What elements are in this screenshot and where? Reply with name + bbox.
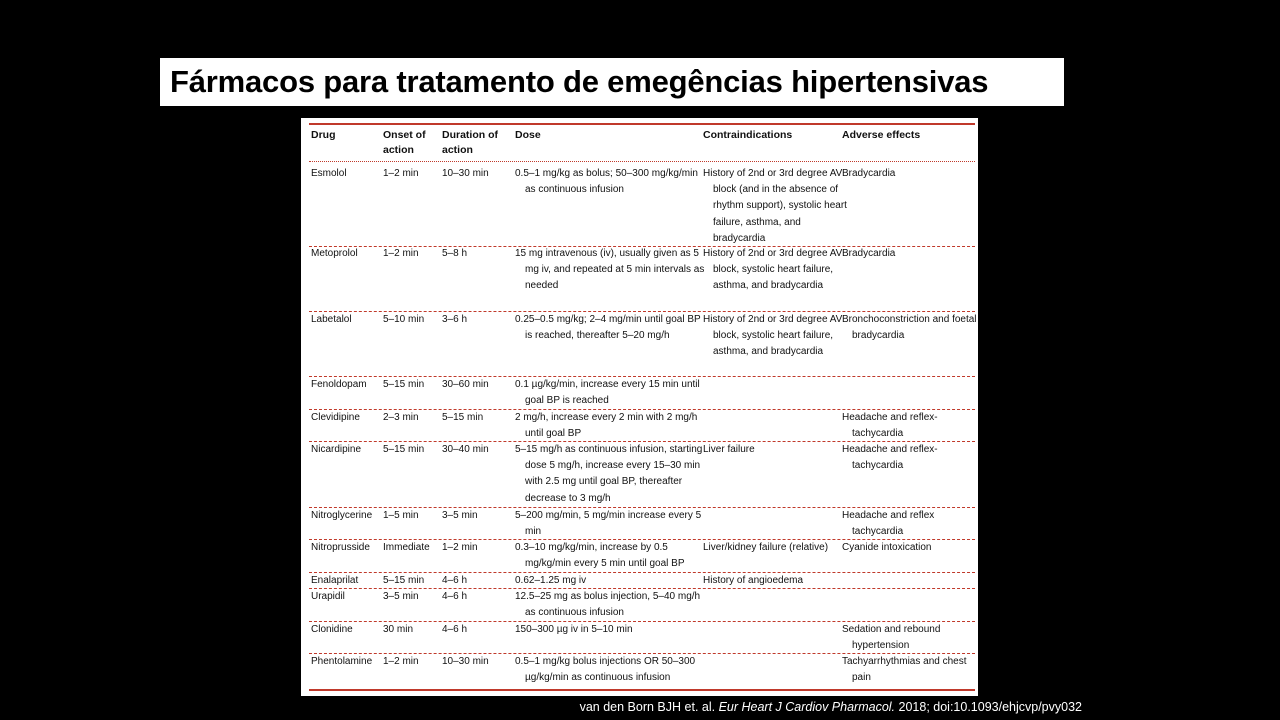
table-row [309, 376, 975, 410]
header-contraindications: Contraindications [703, 129, 793, 141]
cell-drug: Urapidil [311, 591, 345, 602]
cell-onset: 1–5 min [383, 510, 419, 521]
cell-duration: 10–30 min [442, 656, 489, 667]
table-row [309, 653, 975, 691]
cell-contraindications: Liver failure [703, 444, 755, 455]
table-row [309, 588, 975, 622]
cell-adverse-effects: Headache and reflex-tachycardia [842, 412, 938, 440]
cell-onset: 5–15 min [383, 575, 425, 586]
cell-duration: 30–60 min [442, 379, 489, 390]
cell-adverse-effects: Cyanide intoxication [842, 542, 932, 553]
citation-journal: Eur Heart J Cardiov Pharmacol. [718, 700, 896, 714]
cell-dose: 5–200 mg/min, 5 mg/min increase every 5 min [515, 510, 702, 538]
cell-duration: 3–5 min [442, 510, 478, 521]
cell-duration: 4–6 h [442, 591, 468, 602]
cell-adverse-effects: Tachyarrhythmias and chest pain [842, 656, 967, 684]
table-row [309, 441, 975, 508]
cell-dose: 15 mg intravenous (iv), usually given as 5 mg iv, and repeated at 5 min intervals as needed [515, 248, 705, 292]
table-row [309, 165, 975, 247]
cell-onset: 30 min [383, 624, 414, 635]
cell-onset: 5–15 min [383, 444, 425, 455]
table-row [309, 539, 975, 573]
cell-contraindications: Liver/kidney failure (relative) [703, 542, 829, 553]
cell-duration: 5–8 h [442, 248, 468, 259]
cell-duration: 5–15 min [442, 412, 484, 423]
cell-contraindications: History of angioedema [703, 575, 804, 586]
cell-dose: 0.5–1 mg/kg as bolus; 50–300 mg/kg/min as continuous infusion [515, 168, 698, 196]
citation-details: 2018; doi:10.1093/ehjcvp/pvy032 [898, 700, 1082, 714]
cell-duration: 4–6 h [442, 624, 468, 635]
cell-onset: 1–2 min [383, 656, 419, 667]
header-dose: Dose [515, 129, 541, 141]
cell-drug: Nicardipine [311, 444, 362, 455]
cell-onset: Immediate [383, 542, 430, 553]
cell-dose: 0.5–1 mg/kg bolus injections OR 50–300 µg/kg/min as continuous infusion [515, 656, 696, 684]
table-row [309, 572, 975, 589]
table-row [309, 621, 975, 654]
cell-onset: 1–2 min [383, 248, 419, 259]
header-drug: Drug [311, 129, 336, 141]
table-row [309, 507, 975, 540]
cell-onset: 2–3 min [383, 412, 419, 423]
cell-dose: 0.3–10 mg/kg/min, increase by 0.5 mg/kg/min every 5 min until goal BP [515, 542, 685, 570]
cell-duration: 10–30 min [442, 168, 489, 179]
cell-drug: Metoprolol [311, 248, 358, 259]
cell-dose: 12.5–25 mg as bolus injection, 5–40 mg/h as continuous infusion [515, 591, 701, 619]
citation [580, 697, 1082, 717]
cell-contraindications: History of 2nd or 3rd degree AV block, systolic heart failure, asthma, and bradycardia [703, 314, 843, 358]
cell-contraindications: History of 2nd or 3rd degree AV block (and in the absence of rhythm support), systolic heart failure, asthma, and bradycardia [703, 168, 847, 244]
header-duration: Duration of action [442, 129, 498, 156]
cell-onset: 1–2 min [383, 168, 419, 179]
header-onset: Onset of action [383, 129, 426, 156]
table-row [309, 409, 975, 442]
cell-drug: Esmolol [311, 168, 347, 179]
table-header-row [309, 125, 975, 162]
cell-dose: 0.25–0.5 mg/kg; 2–4 mg/min until goal BP is reached, thereafter 5–20 mg/h [515, 314, 701, 342]
table-row [309, 311, 975, 377]
cell-duration: 1–2 min [442, 542, 478, 553]
cell-drug: Nitroglycerine [311, 510, 373, 521]
cell-drug: Clonidine [311, 624, 353, 635]
cell-onset: 3–5 min [383, 591, 419, 602]
cell-duration: 30–40 min [442, 444, 489, 455]
cell-drug: Phentolamine [311, 656, 373, 667]
cell-drug: Clevidipine [311, 412, 360, 423]
cell-contraindications: History of 2nd or 3rd degree AV block, systolic heart failure, asthma, and bradycardia [703, 248, 843, 292]
cell-adverse-effects: Bronchoconstriction and foetal bradycardia [842, 314, 977, 342]
cell-dose: 150–300 µg iv in 5–10 min [515, 624, 633, 635]
drug-table [301, 118, 978, 696]
cell-drug: Fenoldopam [311, 379, 367, 390]
slide-title: Fármacos para tratamento de emegências hipertensivas [170, 64, 989, 99]
cell-duration: 3–6 h [442, 314, 468, 325]
cell-dose: 5–15 mg/h as continuous infusion, starting dose 5 mg/h, increase every 15–30 min with 2.5 mg until goal BP, thereafter decrease to 3 mg/h [515, 444, 703, 504]
cell-drug: Enalaprilat [311, 575, 359, 586]
cell-adverse-effects: Bradycardia [842, 168, 896, 179]
cell-adverse-effects: Headache and reflex tachycardia [842, 510, 935, 538]
cell-duration: 4–6 h [442, 575, 468, 586]
citation-authors: van den Born BJH et. al. [579, 700, 716, 714]
header-adverse-effects: Adverse effects [842, 129, 921, 141]
table-bottom-rule [309, 689, 975, 691]
cell-onset: 5–10 min [383, 314, 425, 325]
cell-dose: 2 mg/h, increase every 2 min with 2 mg/h until goal BP [515, 412, 698, 440]
table-row [309, 245, 975, 312]
cell-adverse-effects: Headache and reflex-tachycardia [842, 444, 938, 472]
cell-dose: 0.1 µg/kg/min, increase every 15 min until goal BP is reached [515, 379, 700, 407]
cell-adverse-effects: Sedation and rebound hypertension [842, 624, 941, 652]
cell-drug: Nitroprusside [311, 542, 370, 553]
cell-adverse-effects: Bradycardia [842, 248, 896, 259]
cell-drug: Labetalol [311, 314, 352, 325]
cell-onset: 5–15 min [383, 379, 425, 390]
cell-dose: 0.62–1.25 mg iv [515, 575, 587, 586]
slide-title-bar [160, 58, 1064, 106]
